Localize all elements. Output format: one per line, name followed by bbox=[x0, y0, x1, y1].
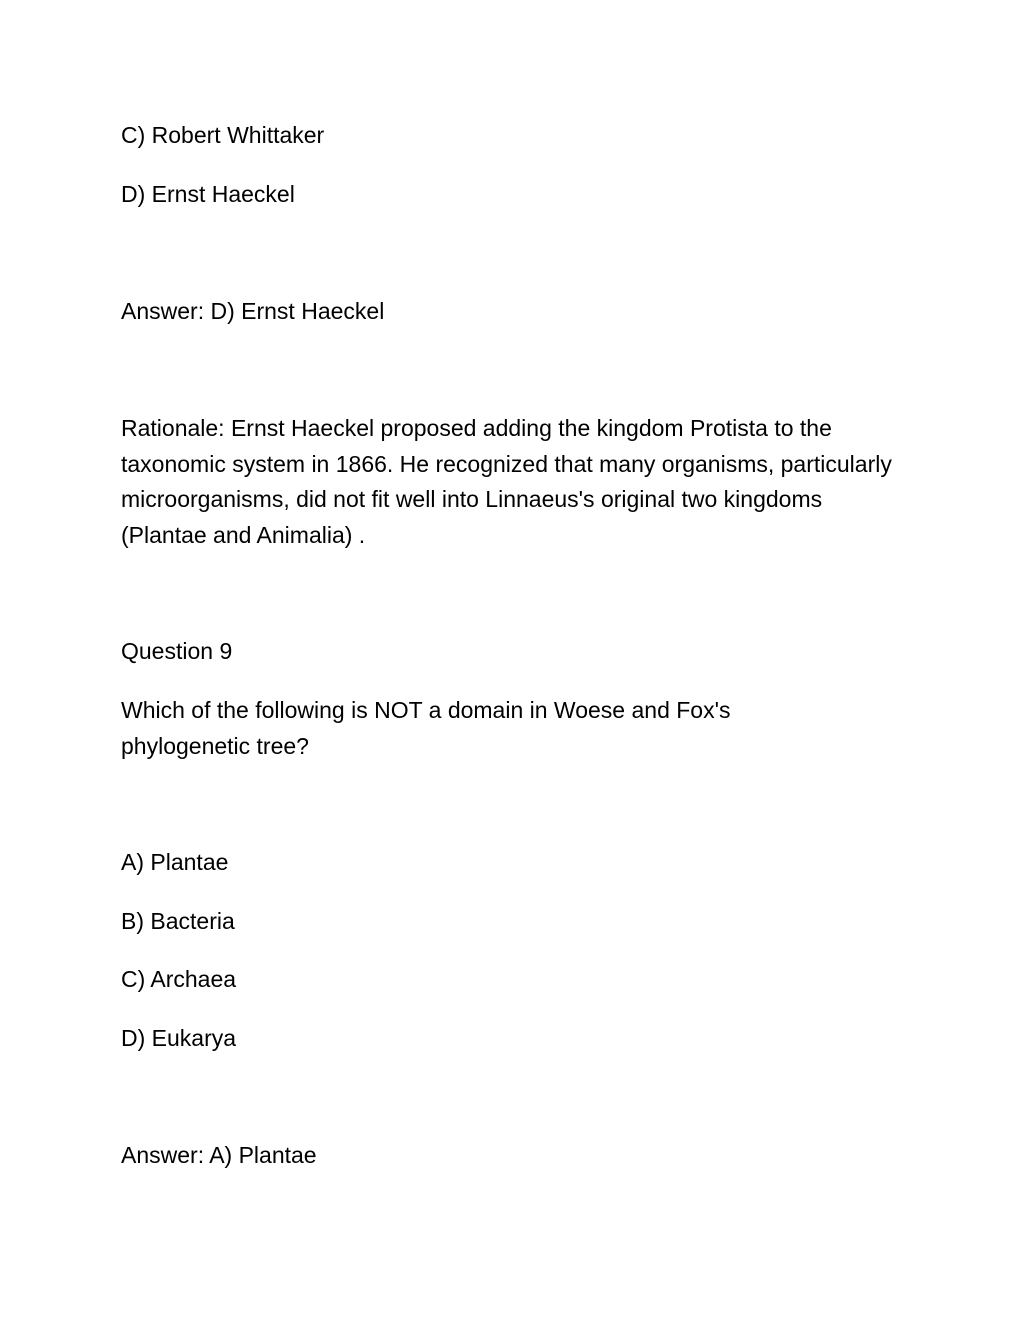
option-d: D) Eukarya bbox=[121, 1025, 237, 1051]
previous-answer: Answer: D) Ernst Haeckel bbox=[121, 298, 385, 324]
option-d-ernst-haeckel: D) Ernst Haeckel bbox=[121, 181, 295, 207]
option-a: A) Plantae bbox=[121, 849, 229, 875]
option-c: C) Archaea bbox=[121, 966, 237, 992]
question-answer: Answer: A) Plantae bbox=[121, 1142, 317, 1168]
previous-rationale: Rationale: Ernst Haeckel proposed adding the kingdom Protista to the taxonomic system in 1866. He recognized that many organisms, particularly microorganisms, did not fit well into Linnaeus's original two kingdoms (Plantae and Animalia) . bbox=[121, 415, 892, 548]
question-prompt: Which of the following is NOT a domain in Woese and Fox's phylogenetic tree? bbox=[121, 697, 731, 759]
option-c-robert-whittaker: C) Robert Whittaker bbox=[121, 122, 325, 148]
option-b: B) Bacteria bbox=[121, 908, 235, 934]
question-heading: Question 9 bbox=[121, 638, 233, 664]
